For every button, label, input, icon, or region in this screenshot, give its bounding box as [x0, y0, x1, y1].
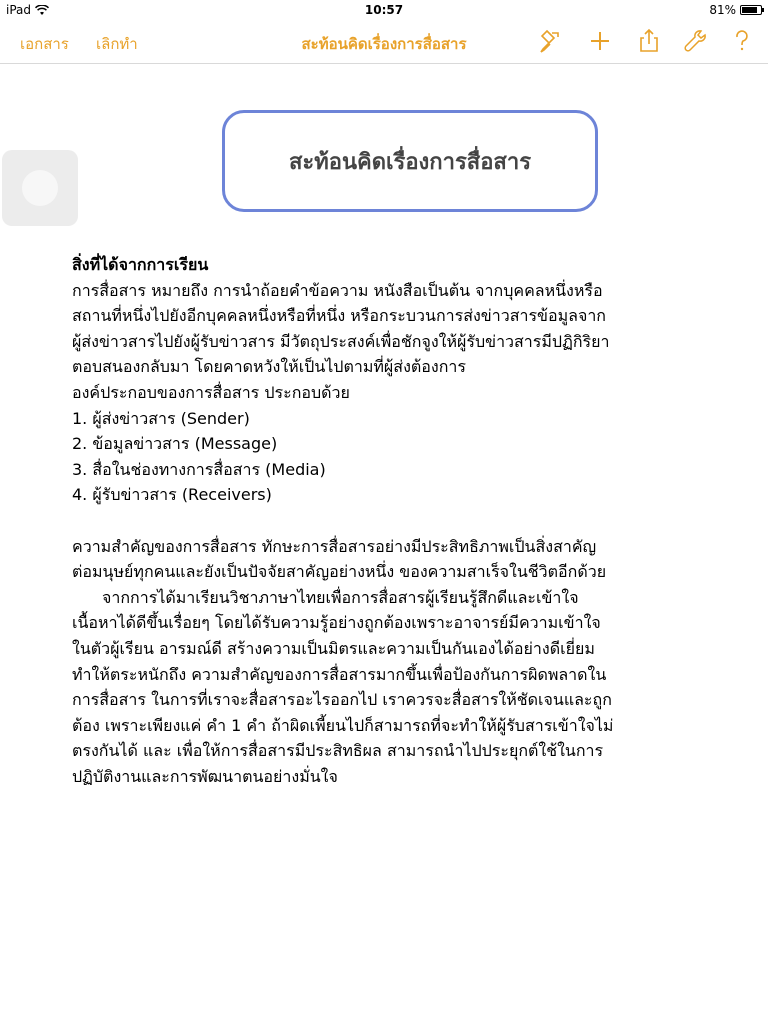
title-shape[interactable]: สะท้อนคิดเรื่องการสื่อสาร — [222, 110, 598, 212]
documents-button[interactable]: เอกสาร — [20, 35, 69, 53]
device-name: iPad — [6, 3, 32, 17]
paragraph-line: ต้อง เพราะเพียงแค่ คำ 1 คำ ถ้าผิดเพี้ยนไปก็สามารถที่จะทำให้ผู้รับสารเข้าใจไม่ — [72, 715, 614, 735]
paragraph-line: องค์ประกอบของการสื่อสาร ประกอบด้วย — [72, 382, 350, 402]
paragraph-line: ตอบสนองกลับมา โดยคาดหวังให้เป็นไปตามที่ผู้ส่งต้องการ — [72, 357, 466, 377]
battery-percent: 81% — [709, 3, 736, 17]
document-title: สะท้อนคิดเรื่องการสื่อสาร — [301, 35, 467, 53]
paragraph-line: ปฏิบัติงานและการพัฒนาตนอย่างมั่นใจ — [72, 766, 338, 786]
document-body[interactable] — [72, 252, 698, 789]
status-right — [709, 3, 762, 17]
list-item: 3. สื่อในช่องทางการสื่อสาร (Media) — [72, 459, 326, 479]
paragraph-line: ต่อมนุษย์ทุกคนและยังเป็นปัจจัยสาคัญอย่างหนึ่ง ของความสาเร็จในชีวิตอีกด้วย — [72, 562, 607, 582]
format-brush-icon[interactable] — [537, 28, 563, 54]
paragraph-line: สถานที่หนึ่งไปยังอีกบุคคลหนึ่งหรือที่หนึ่ง หรือกระบวนการส่งข่าวสารข้อมูลจาก — [72, 306, 606, 326]
list-item: 2. ข้อมูลข่าวสาร (Message) — [72, 434, 278, 454]
list-item: 1. ผู้ส่งข่าวสาร (Sender) — [72, 408, 250, 428]
paragraph-line: จากการได้มาเรียนวิชาภาษาไทยเพื่อการสื่อสารผู้เรียนรู้สึกดีและเข้าใจ — [102, 587, 579, 607]
list-item: 4. ผู้รับข่าวสาร (Receivers) — [72, 485, 272, 505]
status-bar — [0, 0, 768, 20]
battery-icon — [740, 5, 762, 15]
add-icon[interactable] — [587, 28, 613, 54]
status-time: 10:57 — [364, 3, 404, 17]
paragraph-line: ในตัวผู้เรียน อารมณ์ดี สร้างความเป็นมิตรและความเป็นกันเองได้อย่างดีเยี่ยม — [72, 638, 595, 658]
paragraph-line: เนื้อหาได้ดีขึ้นเรื่อยๆ โดยได้รับความรู้อย่างถูกต้องเพราะอาจารย์มีความเข้าใจ — [72, 613, 601, 633]
undo-button[interactable]: เลิกทำ — [96, 35, 138, 53]
paragraph-line: ผู้ส่งข่าวสารไปยังผู้รับข่าวสาร มีวัตถุประสงค์เพื่อชักจูงให้ผู้รับข่าวสารมีปฏิกิริยา — [72, 331, 610, 351]
paragraph-line: ตรงกันได้ และ เพื่อให้การสื่อสารมีประสิทธิผล สามารถนำไปประยุกต์ใช้ในการ — [72, 741, 604, 761]
toolbar — [0, 20, 768, 64]
blank-line — [72, 508, 698, 534]
share-icon[interactable] — [636, 28, 662, 54]
section-heading: สิ่งที่ได้จากการเรียน — [72, 255, 209, 274]
paragraph-line: การสื่อสาร หมายถึง การนำถ้อยคำข้อความ หนังสือเป็นต้น จากบุคคลหนึ่งหรือ — [72, 280, 603, 300]
help-icon[interactable] — [729, 28, 755, 54]
paragraph-line: ความสำคัญของการสื่อสาร ทักษะการสื่อสารอย่างมีประสิทธิภาพเป็นสิ่งสาคัญ — [72, 536, 597, 556]
side-drag-handle[interactable] — [2, 150, 78, 226]
tools-wrench-icon[interactable] — [682, 28, 708, 54]
side-handle-knob — [22, 170, 58, 206]
paragraph-line: การสื่อสาร ในการที่เราจะสื่อสารอะไรออกไป เราควรจะสื่อสารให้ชัดเจนและถูก — [72, 690, 612, 710]
paragraph-line: ทำให้ตระหนักถึง ความสำคัญของการสื่อสารมากขึ้นเพื่อป้องกันการผิดพลาดใน — [72, 664, 607, 684]
